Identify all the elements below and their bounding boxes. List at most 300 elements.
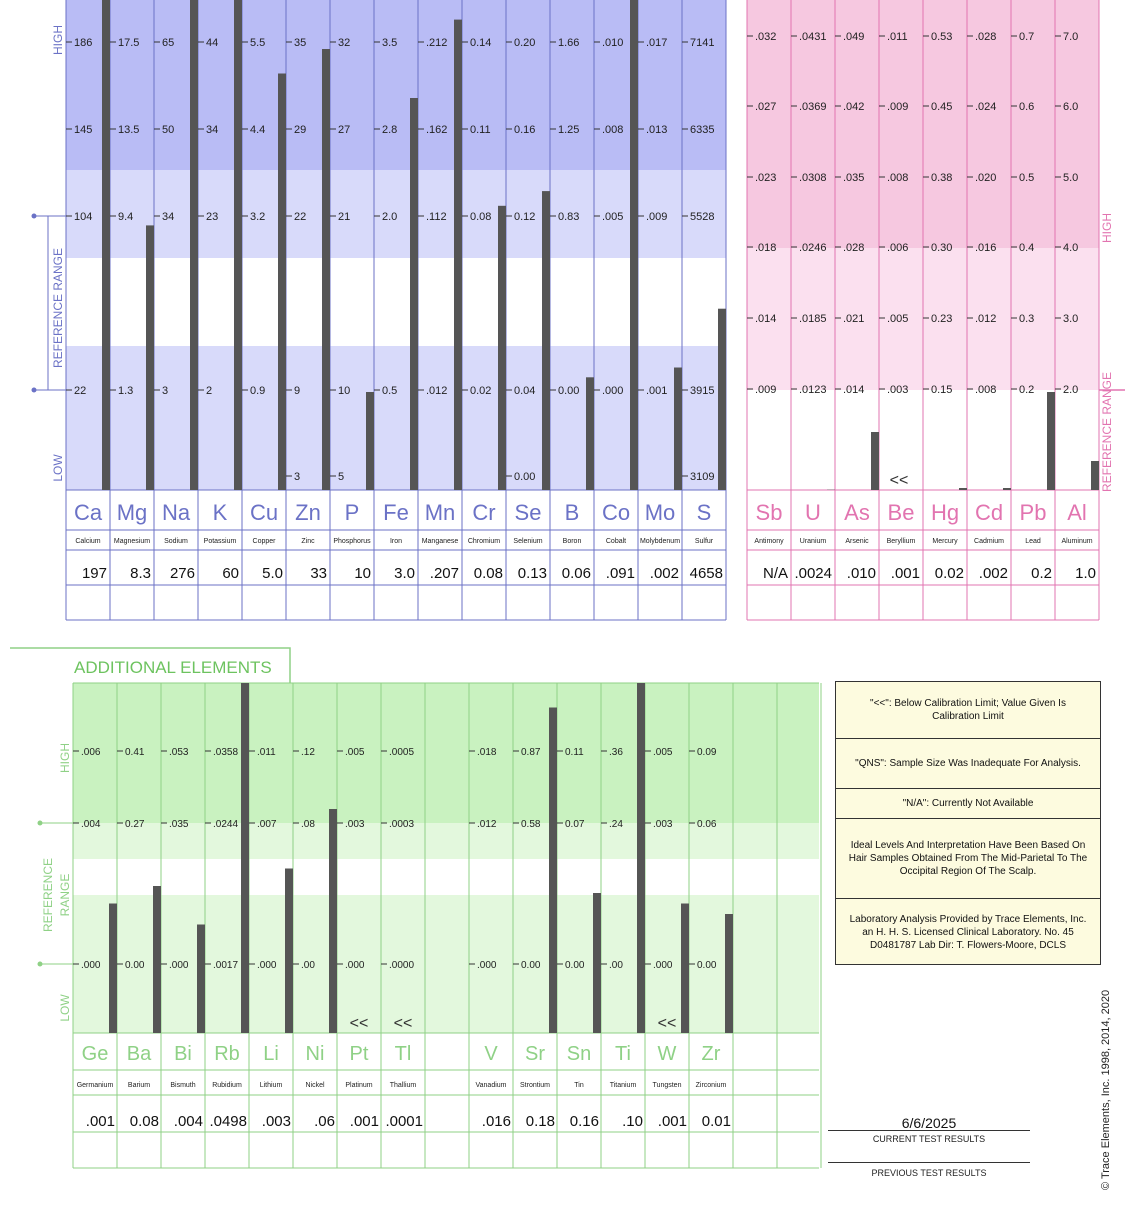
tick-label: 4.0 <box>1063 242 1079 254</box>
tick-label: 3.2 <box>250 211 266 223</box>
element-result: 1.0 <box>1075 565 1096 582</box>
element-result: 0.08 <box>473 565 503 582</box>
bar-na <box>190 0 198 490</box>
element-symbol: Cr <box>472 500 496 525</box>
tick-label: 3 <box>294 471 301 483</box>
tick-label: 0.11 <box>565 747 584 758</box>
element-symbol: Bi <box>174 1043 192 1065</box>
tick-label: 1.3 <box>118 385 134 397</box>
tick-label: 0.20 <box>514 37 536 49</box>
bar-ti <box>637 683 645 1033</box>
bar-rb <box>241 683 249 1033</box>
element-name: Tungsten <box>652 1082 682 1089</box>
element-name: Phosphorus <box>333 538 371 545</box>
element-symbol: Rb <box>214 1043 240 1065</box>
element-symbol: Zn <box>295 500 321 525</box>
element-name: Bismuth <box>170 1082 196 1089</box>
tick-label: .0431 <box>799 31 827 43</box>
bar-sn <box>593 893 601 1033</box>
element-symbol: Sr <box>525 1043 545 1065</box>
element-name: Platinum <box>345 1082 373 1089</box>
tick-label: .00 <box>609 960 623 971</box>
tick-label: .0244 <box>213 819 239 830</box>
element-result: .001 <box>657 1113 687 1130</box>
element-symbol: Fe <box>383 500 409 525</box>
additional-low-label: LOW <box>58 994 72 1022</box>
element-result: .0498 <box>209 1113 247 1130</box>
element-name: Cadmium <box>974 538 1004 545</box>
tick-label: .011 <box>887 31 908 43</box>
element-result: 8.3 <box>130 565 151 582</box>
element-symbol: S <box>696 500 712 525</box>
tick-label: .24 <box>609 819 623 830</box>
additional-reference-dot <box>38 821 43 826</box>
element-symbol: As <box>844 500 870 525</box>
tick-label: .004 <box>81 819 101 830</box>
element-symbol: Pt <box>349 1043 369 1065</box>
additional-ideal-band <box>73 859 819 895</box>
tick-label: 0.27 <box>125 819 145 830</box>
element-name: Molybdenum <box>639 538 681 545</box>
tick-label: .162 <box>426 124 448 136</box>
tick-label: 65 <box>162 37 175 49</box>
tick-label: .028 <box>843 242 865 254</box>
tick-label: .009 <box>887 101 909 113</box>
tick-label: .009 <box>646 211 668 223</box>
tick-label: 0.23 <box>931 313 953 325</box>
toxic-high-label: HIGH <box>1100 213 1114 243</box>
element-name: Barium <box>127 1082 151 1089</box>
tick-label: 10 <box>338 385 351 397</box>
element-symbol: Be <box>887 500 915 525</box>
element-symbol: P <box>344 500 360 525</box>
bar-w <box>681 904 689 1034</box>
previous-results-label: PREVIOUS TEST RESULTS <box>871 1168 987 1178</box>
bar-s <box>718 309 726 490</box>
below-calibration-marker: << <box>393 1015 413 1032</box>
tick-label: 0.00 <box>565 960 585 971</box>
element-result: 60 <box>222 565 239 582</box>
tick-label: .012 <box>975 313 997 325</box>
bar-ba <box>153 886 161 1033</box>
tick-label: 2.0 <box>1063 384 1079 396</box>
tick-label: 27 <box>338 124 351 136</box>
bar-se <box>542 191 550 490</box>
additional-high-label: HIGH <box>58 743 72 773</box>
primary-low-label: LOW <box>51 454 65 482</box>
tick-label: .0123 <box>799 384 827 396</box>
tick-label: 35 <box>294 37 307 49</box>
tick-label: .018 <box>755 242 777 254</box>
tick-label: 0.00 <box>697 960 717 971</box>
tick-label: .005 <box>887 313 909 325</box>
element-name: Uranium <box>799 538 827 545</box>
tick-label: .027 <box>755 101 777 113</box>
tick-label: 34 <box>162 211 175 223</box>
tick-label: 9.4 <box>118 211 134 223</box>
tick-label: 6335 <box>690 124 715 136</box>
tick-label: 22 <box>294 211 307 223</box>
tick-label: .005 <box>653 747 673 758</box>
element-name: Iron <box>389 538 403 545</box>
element-name: Potassium <box>203 538 237 545</box>
tick-label: 0.12 <box>514 211 536 223</box>
primary-reference-dot <box>32 214 37 219</box>
bar-as <box>871 432 879 490</box>
tick-label: 104 <box>74 211 93 223</box>
bar-pb <box>1047 392 1055 490</box>
tick-label: 1.25 <box>558 124 580 136</box>
element-result: 3.0 <box>394 565 415 582</box>
tick-label: .212 <box>426 37 448 49</box>
tick-label: 2 <box>206 385 213 397</box>
bar-sr <box>549 708 557 1034</box>
tick-label: 0.14 <box>470 37 492 49</box>
tick-label: .008 <box>975 384 997 396</box>
bar-zr <box>725 914 733 1033</box>
element-result: 0.18 <box>525 1113 555 1130</box>
tick-label: .0185 <box>799 313 827 325</box>
tick-label: 0.83 <box>558 211 580 223</box>
element-name: Zinc <box>301 538 315 545</box>
element-name: Strontium <box>520 1082 550 1089</box>
element-result: .016 <box>481 1113 511 1130</box>
tick-label: 0.58 <box>521 819 541 830</box>
tick-label: .032 <box>755 31 777 43</box>
bar-mo <box>674 368 682 491</box>
element-result: 276 <box>169 565 195 582</box>
tick-label: .053 <box>169 747 189 758</box>
tick-label: .013 <box>646 124 668 136</box>
element-name: Thallium <box>389 1082 417 1089</box>
tick-label: 0.53 <box>931 31 953 43</box>
bar-fe <box>410 98 418 490</box>
tick-label: .003 <box>653 819 673 830</box>
bar-ni <box>329 809 337 1033</box>
tick-label: 7141 <box>690 37 715 49</box>
previous-results-line <box>828 1162 1030 1163</box>
element-symbol: Co <box>601 500 631 525</box>
primary-reference-dot <box>32 388 37 393</box>
element-symbol: U <box>805 500 821 525</box>
element-symbol: Mo <box>644 500 676 525</box>
bar-mn <box>454 20 462 490</box>
bar-zn <box>322 49 330 490</box>
tick-label: 21 <box>338 211 351 223</box>
element-symbol: Ge <box>81 1043 109 1065</box>
tick-label: .012 <box>426 385 448 397</box>
tick-label: .028 <box>975 31 997 43</box>
tick-label: .006 <box>887 242 909 254</box>
element-result: .091 <box>605 565 635 582</box>
bar-li <box>285 869 293 1034</box>
bar-ca <box>102 0 110 490</box>
tick-label: 0.7 <box>1019 31 1035 43</box>
tick-label: 4.4 <box>250 124 266 136</box>
element-name: Vanadium <box>475 1082 507 1089</box>
tick-label: .0000 <box>389 960 415 971</box>
copyright-notice: © Trace Elements, Inc. 1998, 2014, 2020 <box>1100 989 1112 1190</box>
tick-label: 0.07 <box>565 819 585 830</box>
tick-label: .010 <box>602 37 624 49</box>
tick-label: 0.00 <box>521 960 541 971</box>
legend-laboratory: Laboratory Analysis Provided by Trace Elements, Inc. an H. H. S. Licensed Clinical Laboratory. No. 45 D0481787 Lab Dir: T. Flowers-Moore, DCLS <box>849 913 1087 951</box>
tick-label: .003 <box>887 384 909 396</box>
element-symbol: Cd <box>974 500 1004 525</box>
tick-label: .042 <box>843 101 865 113</box>
tick-label: 0.9 <box>250 385 266 397</box>
element-name: Sulfur <box>694 538 714 545</box>
tick-label: .000 <box>602 385 624 397</box>
tick-label: 0.30 <box>931 242 953 254</box>
legend-na: "N/A": Currently Not Available <box>836 789 1100 819</box>
element-name: Magnesium <box>113 538 151 545</box>
element-symbol: V <box>484 1043 498 1065</box>
tick-label: .016 <box>975 242 997 254</box>
tick-label: 0.00 <box>514 471 536 483</box>
element-name: Lithium <box>259 1082 283 1089</box>
below-calibration-marker: << <box>349 1015 369 1032</box>
element-name: Calcium <box>75 538 101 545</box>
tick-label: .0017 <box>213 960 239 971</box>
tick-label: .0246 <box>799 242 827 254</box>
element-result: 0.2 <box>1031 565 1052 582</box>
legend-calibration: "<<": Below Calibration Limit; Value Given Is Calibration Limit <box>836 682 1100 739</box>
tick-label: .012 <box>477 819 497 830</box>
additional-title: ADDITIONAL ELEMENTS <box>74 658 272 677</box>
element-result: .001 <box>85 1113 115 1130</box>
element-name: Aluminum <box>1061 538 1093 545</box>
tick-label: 0.06 <box>697 819 717 830</box>
element-result: 0.06 <box>561 565 591 582</box>
bar-mg <box>146 225 154 490</box>
primary-ideal-band <box>66 258 726 346</box>
tick-label: .0369 <box>799 101 827 113</box>
tick-label: 0.45 <box>931 101 953 113</box>
tick-label: 7.0 <box>1063 31 1079 43</box>
element-symbol: Sb <box>755 500 783 525</box>
element-result: N/A <box>762 565 788 582</box>
element-result: 197 <box>81 565 107 582</box>
tick-label: .005 <box>345 747 365 758</box>
current-results-label: CURRENT TEST RESULTS <box>872 1134 986 1144</box>
tick-label: 145 <box>74 124 93 136</box>
legend-ideal-levels: Ideal Levels And Interpretation Have Been Based On Hair Samples Obtained From The Mid-Parietal To The Occipital Region Of The Scalp. <box>836 819 1100 899</box>
element-result: 0.13 <box>517 565 547 582</box>
tick-label: .003 <box>345 819 365 830</box>
tick-label: .023 <box>755 172 777 184</box>
additional-reference-dot <box>38 962 43 967</box>
tick-label: .009 <box>755 384 777 396</box>
tick-label: 3 <box>162 385 169 397</box>
tick-label: 0.04 <box>514 385 536 397</box>
tick-label: .024 <box>975 101 997 113</box>
tick-label: 5528 <box>690 211 715 223</box>
below-calibration-marker: << <box>657 1015 677 1032</box>
tick-label: 0.00 <box>558 385 580 397</box>
element-symbol: Ba <box>126 1043 152 1065</box>
tick-label: 2.0 <box>382 211 398 223</box>
element-name: Sodium <box>164 538 188 545</box>
element-symbol: Ca <box>73 500 103 525</box>
legend-box <box>835 681 1101 965</box>
element-result: .0001 <box>385 1113 423 1130</box>
tick-label: 3.0 <box>1063 313 1079 325</box>
tick-label: 0.87 <box>521 747 541 758</box>
tick-label: 9 <box>294 385 301 397</box>
bar-p <box>366 392 374 490</box>
element-symbol: B <box>564 500 580 525</box>
tick-label: 0.2 <box>1019 384 1035 396</box>
additional-range-label: RANGE <box>58 873 72 917</box>
element-symbol: Na <box>161 500 191 525</box>
element-result: 0.02 <box>934 565 964 582</box>
tick-label: .0005 <box>389 747 415 758</box>
element-name: Mercury <box>932 538 958 545</box>
below-calibration-marker: << <box>889 472 909 489</box>
element-result: .10 <box>622 1113 643 1130</box>
tick-label: .014 <box>843 384 865 396</box>
tick-label: 0.00 <box>125 960 145 971</box>
tick-label: .12 <box>301 747 315 758</box>
tick-label: 32 <box>338 37 351 49</box>
tick-label: .112 <box>426 211 447 223</box>
tick-label: 29 <box>294 124 307 136</box>
bar-bi <box>197 925 205 1034</box>
current-test-date: 6/6/2025 <box>901 1115 957 1131</box>
element-result: 4658 <box>689 565 723 582</box>
legend-qns: "QNS": Sample Size Was Inadequate For Analysis. <box>836 739 1100 789</box>
element-symbol: W <box>657 1043 677 1065</box>
tick-label: .000 <box>81 960 101 971</box>
tick-label: .000 <box>257 960 277 971</box>
element-result: 10 <box>354 565 371 582</box>
tick-label: 1.66 <box>558 37 580 49</box>
tick-label: .005 <box>602 211 624 223</box>
element-result: 5.0 <box>262 565 283 582</box>
element-name: Boron <box>562 538 582 545</box>
tick-label: 2.8 <box>382 124 398 136</box>
tick-label: 23 <box>206 211 219 223</box>
tick-label: .018 <box>477 747 497 758</box>
bar-co <box>630 0 638 490</box>
element-result: .002 <box>649 565 679 582</box>
element-name: Chromium <box>467 538 501 545</box>
tick-label: .017 <box>646 37 668 49</box>
element-result: 33 <box>310 565 327 582</box>
primary-high-band <box>66 0 726 170</box>
tick-label: .000 <box>653 960 673 971</box>
bar-k <box>234 0 242 490</box>
element-name: Copper <box>252 538 276 545</box>
bar-al <box>1091 461 1099 490</box>
current-results-line <box>828 1130 1030 1131</box>
element-symbol: Pb <box>1019 500 1047 525</box>
element-symbol: Hg <box>930 500 960 525</box>
element-name: Nickel <box>305 1082 325 1089</box>
tick-label: .020 <box>975 172 997 184</box>
element-symbol: Mn <box>424 500 456 525</box>
element-name: Tin <box>574 1082 584 1089</box>
element-result: .003 <box>261 1113 291 1130</box>
tick-label: 5.5 <box>250 37 266 49</box>
tick-label: 13.5 <box>118 124 140 136</box>
element-result: .0024 <box>794 565 832 582</box>
element-result: .207 <box>429 565 459 582</box>
tick-label: 5 <box>338 471 345 483</box>
tick-label: 0.09 <box>697 747 717 758</box>
tick-label: .011 <box>257 747 276 758</box>
element-result: .010 <box>846 565 876 582</box>
tick-label: .08 <box>301 819 315 830</box>
tick-label: 0.15 <box>931 384 953 396</box>
tick-label: 34 <box>206 124 219 136</box>
primary-lower-band <box>66 346 726 490</box>
element-symbol: Se <box>514 500 542 525</box>
tick-label: .00 <box>301 960 315 971</box>
element-name: Manganese <box>421 538 459 545</box>
primary-reference-range-label: REFERENCE RANGE <box>51 247 65 369</box>
element-symbol: Al <box>1067 500 1087 525</box>
tick-label: 0.4 <box>1019 242 1035 254</box>
tick-label: 0.6 <box>1019 101 1035 113</box>
tick-label: 5.0 <box>1063 172 1079 184</box>
element-name: Rubidium <box>212 1082 242 1089</box>
tick-label: 0.38 <box>931 172 953 184</box>
element-symbol: Sn <box>566 1043 592 1065</box>
additional-reference-label: REFERENCE <box>41 857 55 933</box>
element-result: 0.01 <box>701 1113 731 1130</box>
tick-label: 50 <box>162 124 175 136</box>
element-name: Germanium <box>76 1082 114 1089</box>
element-name: Titanium <box>609 1082 637 1089</box>
element-symbol: Tl <box>394 1043 412 1065</box>
bar-cr <box>498 206 506 490</box>
element-result: .001 <box>890 565 920 582</box>
tick-label: 0.16 <box>514 124 536 136</box>
tick-label: 6.0 <box>1063 101 1079 113</box>
element-symbol: Ni <box>305 1043 325 1065</box>
element-name: Antimony <box>754 538 784 545</box>
tick-label: 0.11 <box>470 124 491 136</box>
tick-label: 0.3 <box>1019 313 1035 325</box>
tick-label: .035 <box>169 819 189 830</box>
tick-label: .014 <box>755 313 777 325</box>
tick-label: 0.5 <box>1019 172 1035 184</box>
tick-label: 3.5 <box>382 37 398 49</box>
tick-label: 0.08 <box>470 211 492 223</box>
element-name: Selenium <box>513 538 543 545</box>
tick-label: .0003 <box>389 819 415 830</box>
tick-label: 22 <box>74 385 87 397</box>
tick-label: 17.5 <box>118 37 140 49</box>
tick-label: .006 <box>81 747 101 758</box>
tick-label: .008 <box>887 172 909 184</box>
tick-label: .001 <box>646 385 668 397</box>
tick-label: .049 <box>843 31 865 43</box>
tick-label: 44 <box>206 37 219 49</box>
bar-b <box>586 377 594 490</box>
tick-label: 0.02 <box>470 385 492 397</box>
element-result: 0.08 <box>129 1113 159 1130</box>
toxic-reference-range-label: REFERENCE RANGE <box>1100 371 1114 493</box>
tick-label: .0358 <box>213 747 239 758</box>
tick-label: .000 <box>169 960 189 971</box>
element-name: Zirconium <box>695 1082 727 1089</box>
tick-label: 0.41 <box>125 747 145 758</box>
element-symbol: Zr <box>701 1043 721 1065</box>
tick-label: .007 <box>257 819 277 830</box>
